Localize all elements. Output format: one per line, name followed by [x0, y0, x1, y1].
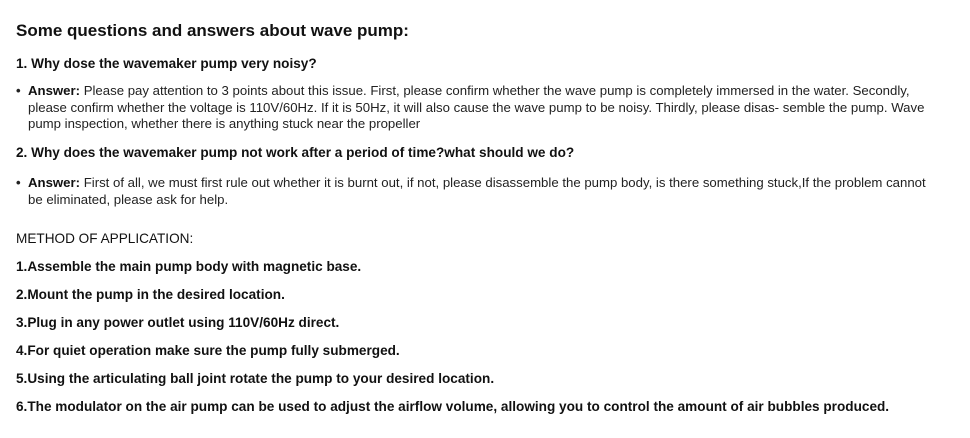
faq-question-1: 1. Why dose the wavemaker pump very noisy? [16, 56, 317, 71]
faq-question-2: 2. Why does the wavemaker pump not work after a period of time?what should we do? [16, 145, 575, 160]
method-step-3: 3.Plug in any power outlet using 110V/60Hz direct. [16, 315, 340, 330]
method-heading: METHOD OF APPLICATION: [16, 231, 194, 246]
method-step-6: 6.The modulator on the air pump can be used to adjust the airflow volume, allowing you to control the amount of air bubbles produced. [16, 399, 890, 414]
answer-label: Answer: [28, 175, 81, 190]
faq-answer-1 [16, 83, 941, 133]
method-step-4: 4.For quiet operation make sure the pump fully submerged. [16, 343, 400, 358]
method-step-1: 1.Assemble the main pump body with magnetic base. [16, 259, 362, 274]
bullet-icon: • [16, 83, 21, 98]
method-step-5: 5.Using the articulating ball joint rotate the pump to your desired location. [16, 371, 495, 386]
answer-text: First of all, we must first rule out whether it is burnt out, if not, please disassemble the pump body, is there something stuck,If the problem cannot be eliminated, please ask for help. [28, 175, 926, 207]
method-step-2: 2.Mount the pump in the desired location. [16, 287, 285, 302]
faq-answer-2 [16, 175, 941, 208]
answer-text: Please pay attention to 3 points about this issue. First, please confirm whether the wave pump is completely immersed in the water. Secondly, please confirm whether the voltage is 110V/60Hz. If it is 50Hz, it will also cause the wave pump to be noisy. Thirdly, please disas- semble the pump. Wave pump inspection, whether there is anything stuck near the propeller [28, 83, 925, 131]
bullet-icon: • [16, 175, 21, 190]
answer-label: Answer: [28, 83, 81, 98]
page-title: Some questions and answers about wave pump: [16, 21, 409, 40]
